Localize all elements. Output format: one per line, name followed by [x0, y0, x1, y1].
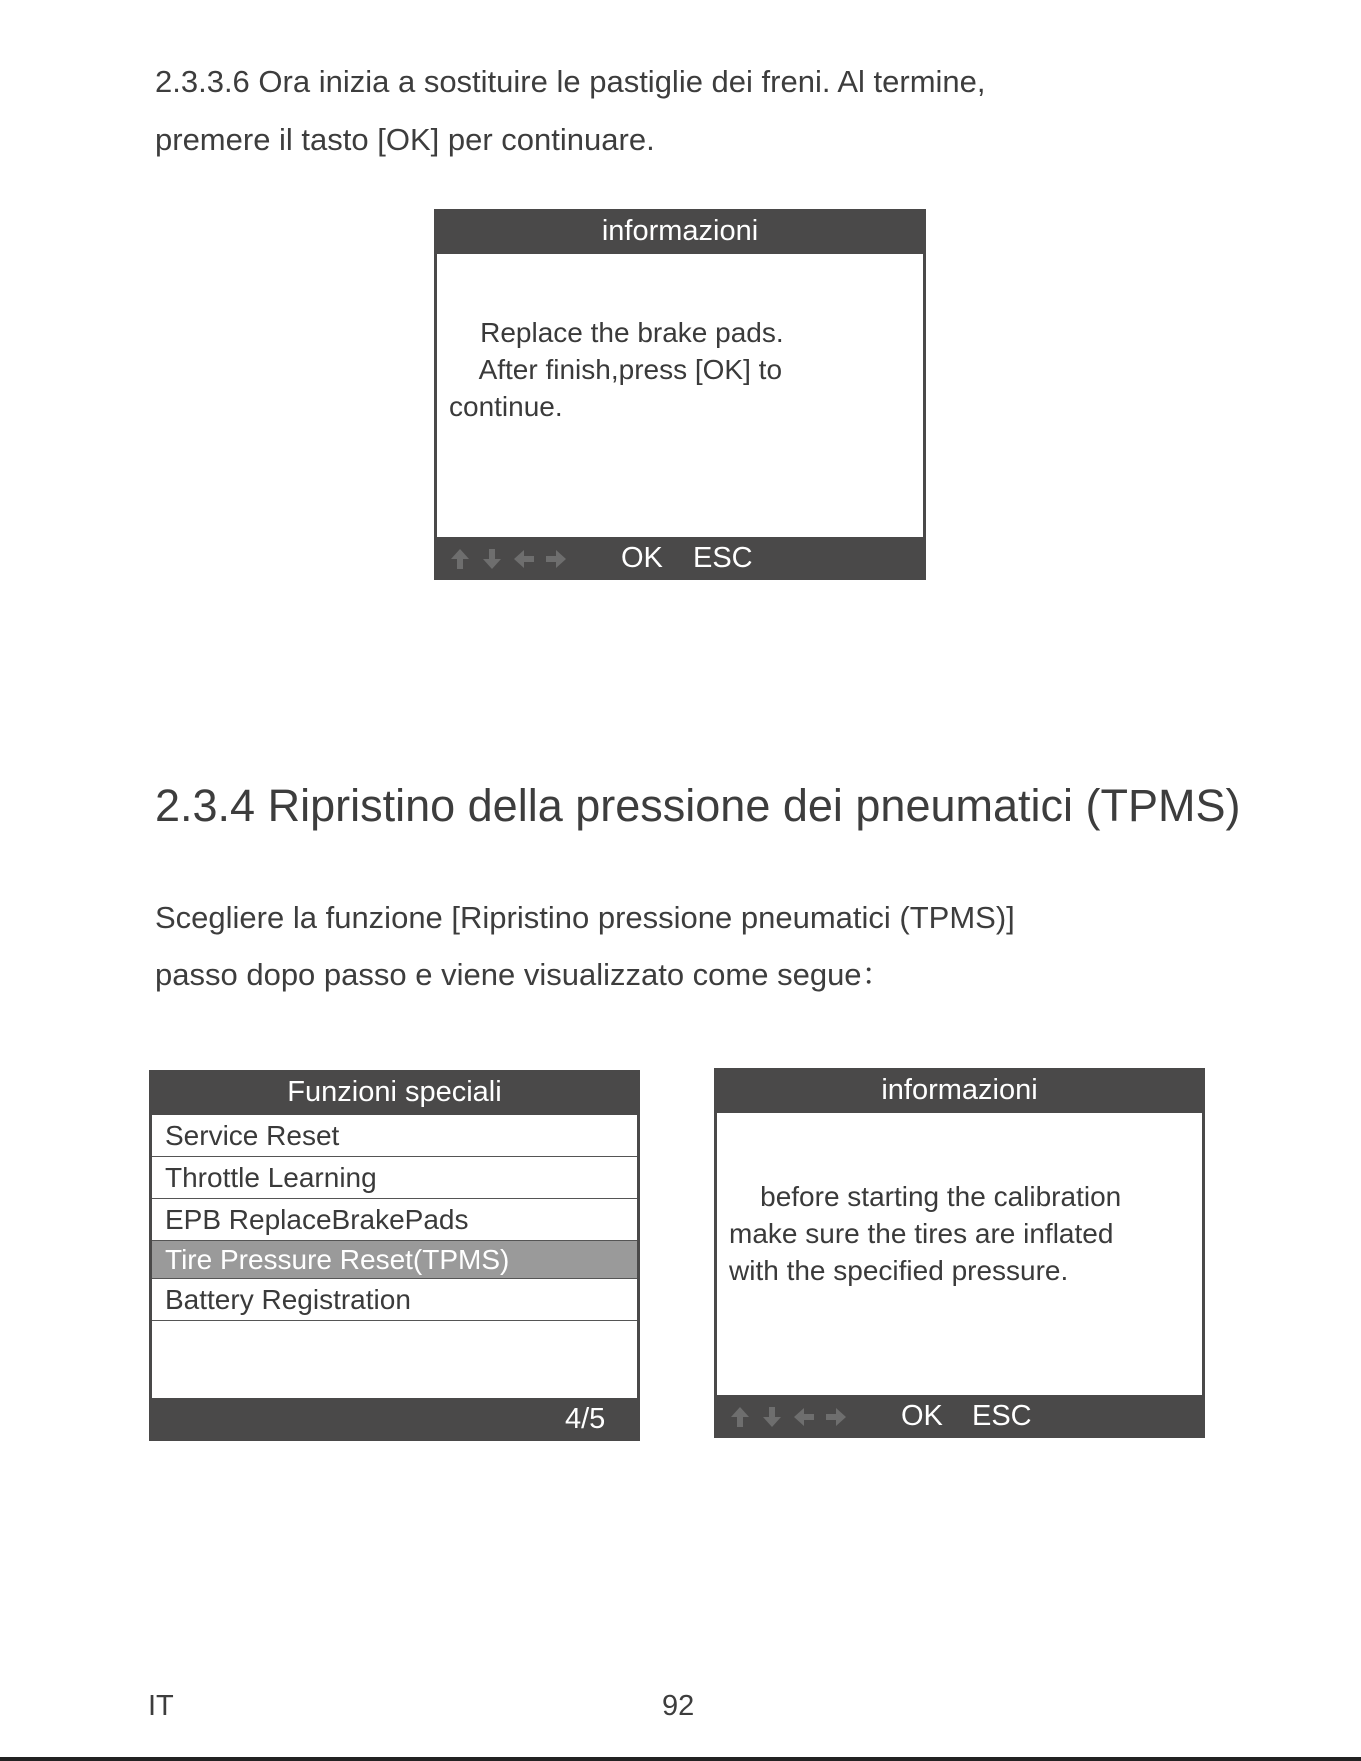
- screen-message: Replace the brake pads. After finish,press [OK] to continue.: [449, 317, 784, 422]
- arrow-down-icon[interactable]: [480, 537, 504, 580]
- screen-title: informazioni: [881, 1074, 1038, 1106]
- section-line-1: Scegliere la funzione [Ripristino pressione pneumatici (TPMS)]: [155, 900, 1015, 935]
- arrow-left-icon[interactable]: [792, 1395, 816, 1438]
- screen-title: informazioni: [601, 215, 759, 247]
- screen-body: [437, 254, 923, 537]
- ok-button[interactable]: OK: [901, 1400, 943, 1432]
- menu-list: [152, 1115, 637, 1398]
- language-code: IT: [148, 1690, 174, 1722]
- arrow-right-icon[interactable]: [544, 537, 568, 580]
- section-heading: 2.3.4 Ripristino della pressione dei pneumatici (TPMS): [155, 780, 1241, 831]
- page-number: 92: [662, 1690, 695, 1722]
- arrow-left-icon[interactable]: [512, 537, 536, 580]
- menu-item-service-reset[interactable]: Service Reset: [152, 1115, 637, 1157]
- special-functions-menu-screen: [149, 1070, 640, 1441]
- esc-button[interactable]: ESC: [972, 1400, 1032, 1432]
- arrow-right-icon[interactable]: [824, 1395, 848, 1438]
- screen-footer: [434, 537, 926, 580]
- arrow-up-icon[interactable]: [728, 1395, 752, 1438]
- screen-footer: [714, 1395, 1205, 1438]
- intro-line-1: 2.3.3.6 Ora inizia a sostituire le pastiglie dei freni. Al termine,: [155, 64, 986, 99]
- esc-button[interactable]: ESC: [693, 542, 753, 574]
- screen-message: before starting the calibration make sure the tires are inflated with the specified pressure.: [729, 1181, 1122, 1286]
- menu-item-battery-registration[interactable]: Battery Registration: [152, 1279, 637, 1321]
- arrow-up-icon[interactable]: [448, 537, 472, 580]
- screen-title: Funzioni speciali: [287, 1076, 502, 1108]
- arrow-down-icon[interactable]: [760, 1395, 784, 1438]
- section-line-2: passo dopo passo e viene visualizzato come segue：: [155, 957, 893, 992]
- bottom-divider: [0, 1757, 1361, 1761]
- menu-item-tire-pressure-reset[interactable]: Tire Pressure Reset(TPMS): [152, 1241, 637, 1279]
- intro-line-2: premere il tasto [OK] per continuare.: [155, 122, 655, 157]
- info-screen-brake-pads: [434, 209, 926, 580]
- info-screen-tpms: [714, 1068, 1205, 1438]
- screen-footer: [149, 1398, 640, 1441]
- ok-button[interactable]: OK: [621, 542, 663, 574]
- menu-item-throttle-learning[interactable]: Throttle Learning: [152, 1157, 637, 1199]
- screen-body: [717, 1113, 1202, 1395]
- menu-item-epb-replace-brake-pads[interactable]: EPB ReplaceBrakePads: [152, 1199, 637, 1241]
- page-indicator: 4/5: [565, 1403, 606, 1435]
